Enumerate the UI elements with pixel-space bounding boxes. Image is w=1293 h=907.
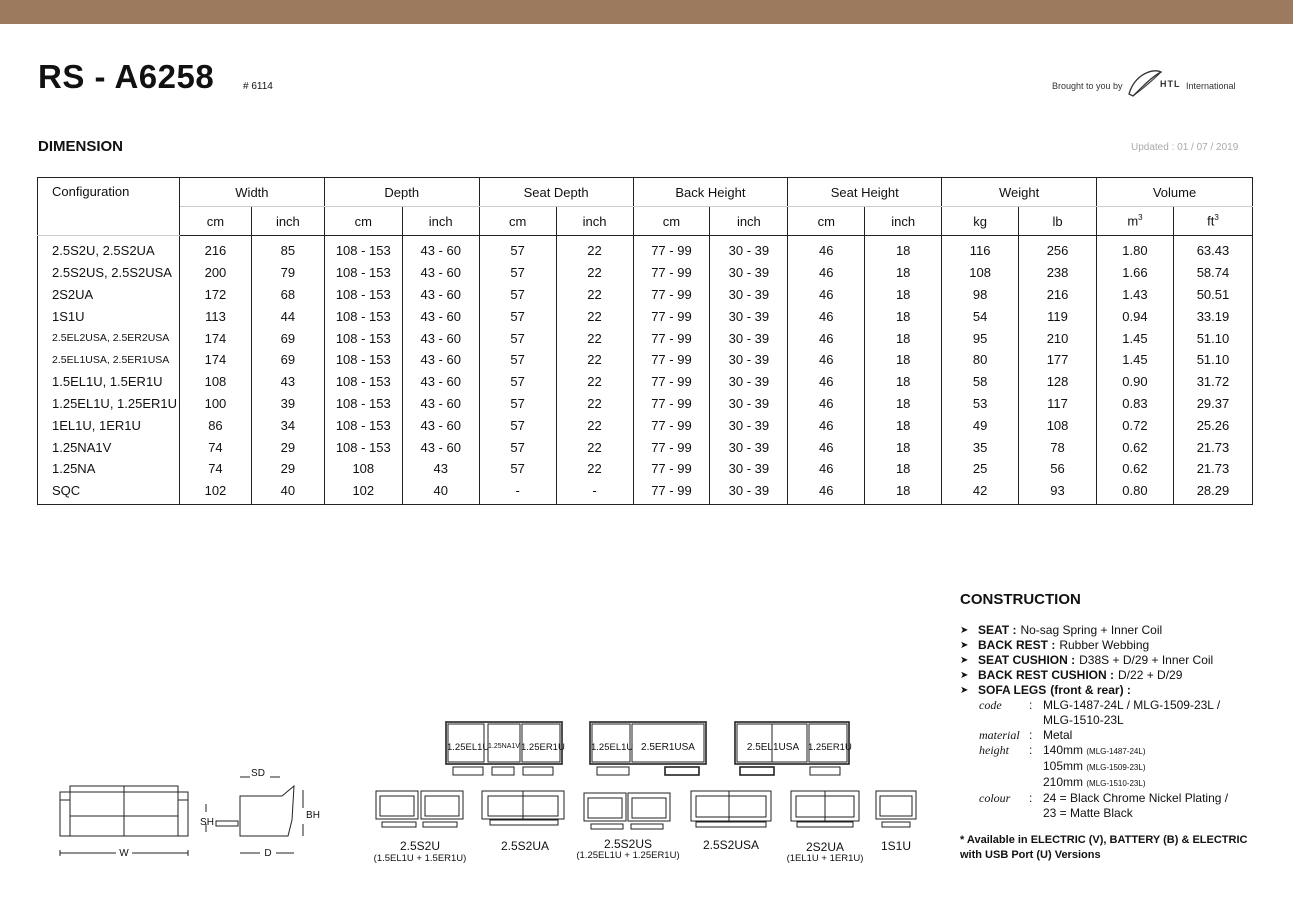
config-2-5s2us: [584, 793, 670, 829]
value-cell: 108 - 153: [324, 393, 402, 415]
availability-note: * Available in ELECTRIC (V), BATTERY (B) & ELECTRIC with USB Port (U) Versions: [960, 834, 1248, 861]
label-sh: SH: [200, 817, 214, 828]
value-cell: 57: [479, 262, 556, 284]
column-group-header: Seat Depth: [479, 178, 633, 207]
brand-name: HTL: [1160, 79, 1181, 89]
construction-list: [960, 623, 1213, 698]
value-cell: 0.72: [1097, 414, 1174, 436]
value-cell: 30 - 39: [710, 480, 788, 504]
value-cell: 210: [1019, 327, 1097, 349]
value-cell: 29: [251, 458, 324, 480]
value-cell: 51.10: [1173, 349, 1252, 371]
value-cell: 30 - 39: [710, 436, 788, 458]
arrow-bullet-icon: ➤: [960, 670, 969, 681]
value-cell: 18: [865, 327, 942, 349]
value-cell: 31.72: [1173, 371, 1252, 393]
value-cell: 43 - 60: [402, 349, 479, 371]
config-name: 1S1U: [880, 839, 912, 853]
table-row: [38, 436, 1253, 458]
value-cell: 43: [251, 371, 324, 393]
value-cell: 1.45: [1097, 349, 1174, 371]
config-sub: (1EL1U + 1ER1U): [786, 853, 864, 864]
value-cell: 22: [556, 349, 633, 371]
module-label: 1.25ER1U: [808, 742, 852, 753]
value-cell: 98: [942, 284, 1019, 306]
column-group-header: Seat Height: [788, 178, 942, 207]
value-cell: 108 - 153: [324, 371, 402, 393]
table-row: [38, 458, 1253, 480]
value-cell: 108 - 153: [324, 262, 402, 284]
value-cell: 43 - 60: [402, 436, 479, 458]
value-cell: 68: [251, 284, 324, 306]
value-cell: 18: [865, 436, 942, 458]
value-cell: 80: [942, 349, 1019, 371]
construction-item: ➤ SEAT CUSHION : D38S + D/29 + Inner Coil: [960, 653, 1214, 667]
value-cell: 21.73: [1173, 436, 1252, 458]
value-cell: 1.80: [1097, 236, 1174, 262]
unit-header: inch: [556, 207, 633, 236]
value-cell: 119: [1019, 305, 1097, 327]
table-row: [38, 349, 1253, 371]
value-cell: 18: [865, 284, 942, 306]
value-cell: 108 - 153: [324, 349, 402, 371]
value-cell: 43 - 60: [402, 284, 479, 306]
value-cell: 256: [1019, 236, 1097, 262]
unit-header: cm: [479, 207, 556, 236]
value-cell: 33.19: [1173, 305, 1252, 327]
label-sd: SD: [251, 768, 265, 779]
construction-title: CONSTRUCTION: [960, 591, 1081, 608]
table-row: [38, 236, 1253, 262]
value-cell: 29: [251, 436, 324, 458]
value-cell: 77 - 99: [633, 414, 710, 436]
arrow-bullet-icon: ➤: [960, 640, 969, 651]
value-cell: 43 - 60: [402, 393, 479, 415]
value-cell: 174: [179, 349, 251, 371]
value-cell: 108 - 153: [324, 436, 402, 458]
configuration-cell: 1.25EL1U, 1.25ER1U: [38, 393, 180, 415]
value-cell: 46: [788, 305, 865, 327]
value-cell: 43: [402, 458, 479, 480]
value-cell: 35: [942, 436, 1019, 458]
construction-item: ➤ SOFA LEGS (front & rear) :: [960, 683, 1131, 697]
value-cell: 43 - 60: [402, 327, 479, 349]
value-cell: 0.94: [1097, 305, 1174, 327]
construction-item: ➤ BACK REST CUSHION : D/22 + D/29: [960, 668, 1183, 682]
table-row: [38, 393, 1253, 415]
side-view-drawing: [206, 777, 303, 853]
model-code: # 6114: [243, 81, 273, 92]
config-sub: (1.25EL1U + 1.25ER1U): [576, 850, 680, 861]
value-cell: 46: [788, 371, 865, 393]
value-cell: 77 - 99: [633, 305, 710, 327]
value-cell: 216: [1019, 284, 1097, 306]
table-row: [38, 414, 1253, 436]
module-label: 2.5ER1USA: [641, 742, 695, 753]
page-title: RS - A6258: [38, 58, 215, 95]
value-cell: 30 - 39: [710, 458, 788, 480]
column-group-header: Volume: [1097, 178, 1253, 207]
value-cell: 77 - 99: [633, 284, 710, 306]
configuration-cell: 1.25NA1V: [38, 436, 180, 458]
updated-date: Updated : 01 / 07 / 2019: [1131, 142, 1239, 153]
value-cell: 18: [865, 236, 942, 262]
label-d: D: [264, 848, 272, 859]
value-cell: 0.80: [1097, 480, 1174, 504]
value-cell: 22: [556, 327, 633, 349]
value-cell: 46: [788, 327, 865, 349]
value-cell: 57: [479, 458, 556, 480]
unit-header: inch: [251, 207, 324, 236]
value-cell: 43 - 60: [402, 236, 479, 262]
table-row: [38, 305, 1253, 327]
arrow-bullet-icon: ➤: [960, 625, 969, 636]
value-cell: 46: [788, 480, 865, 504]
value-cell: 200: [179, 262, 251, 284]
config-name: 2S2UA: [805, 840, 845, 854]
value-cell: 30 - 39: [710, 236, 788, 262]
value-cell: 22: [556, 414, 633, 436]
value-cell: 34: [251, 414, 324, 436]
value-cell: 57: [479, 349, 556, 371]
config-2-5s2usa: [691, 791, 771, 827]
config-name: 2.5S2USA: [702, 838, 760, 852]
brand-sub: International: [1186, 81, 1236, 91]
value-cell: 40: [251, 480, 324, 504]
column-group-header: Width: [179, 178, 324, 207]
value-cell: 46: [788, 349, 865, 371]
configuration-cell: 2.5S2U, 2.5S2UA: [38, 236, 180, 262]
value-cell: 18: [865, 393, 942, 415]
table-row: [38, 480, 1253, 504]
value-cell: 22: [556, 436, 633, 458]
column-group-header: Depth: [324, 178, 479, 207]
value-cell: 77 - 99: [633, 349, 710, 371]
value-cell: 0.62: [1097, 458, 1174, 480]
module-label: 1.25ER1U: [521, 742, 565, 753]
value-cell: 46: [788, 393, 865, 415]
value-cell: 30 - 39: [710, 327, 788, 349]
configuration-cell: 2.5S2US, 2.5S2USA: [38, 262, 180, 284]
value-cell: 57: [479, 393, 556, 415]
value-cell: 30 - 39: [710, 284, 788, 306]
sofa-legs-spec: code : MLG-1487-24L / MLG-1509-23L / MLG-1510-23L material : Metal height : 140mm (MLG-1487-24L) 105mm (MLG-1509-23L) 210mm (MLG-1510-23L) colour : 24 = Black Chrome Nickel Plating / 23 = Matte Black: [979, 698, 1229, 820]
unit-header: $m^3$: [1097, 207, 1174, 236]
value-cell: 93: [1019, 480, 1097, 504]
configuration-cell: 1.25NA: [38, 458, 180, 480]
label-w: W: [119, 848, 129, 859]
value-cell: 108 - 153: [324, 327, 402, 349]
value-cell: 1.66: [1097, 262, 1174, 284]
value-cell: 216: [179, 236, 251, 262]
unit-header: lb: [1019, 207, 1097, 236]
table-header: [38, 178, 1253, 236]
value-cell: 30 - 39: [710, 371, 788, 393]
value-cell: 46: [788, 284, 865, 306]
value-cell: 18: [865, 458, 942, 480]
value-cell: 29.37: [1173, 393, 1252, 415]
value-cell: 108 - 153: [324, 414, 402, 436]
unit-header: cm: [179, 207, 251, 236]
value-cell: 30 - 39: [710, 349, 788, 371]
value-cell: 58.74: [1173, 262, 1252, 284]
value-cell: 174: [179, 327, 251, 349]
table-row: [38, 327, 1253, 349]
value-cell: 0.83: [1097, 393, 1174, 415]
section-title: DIMENSION: [38, 138, 124, 155]
value-cell: 18: [865, 262, 942, 284]
value-cell: 0.62: [1097, 436, 1174, 458]
value-cell: 43 - 60: [402, 414, 479, 436]
value-cell: 100: [179, 393, 251, 415]
value-cell: 30 - 39: [710, 262, 788, 284]
value-cell: 78: [1019, 436, 1097, 458]
value-cell: 46: [788, 414, 865, 436]
construction-item: ➤ BACK REST : Rubber Webbing: [960, 638, 1150, 652]
value-cell: 43 - 60: [402, 262, 479, 284]
value-cell: 85: [251, 236, 324, 262]
value-cell: 22: [556, 305, 633, 327]
configuration-cell: 1EL1U, 1ER1U: [38, 414, 180, 436]
unit-header: cm: [788, 207, 865, 236]
unit-header: cm: [324, 207, 402, 236]
value-cell: 22: [556, 393, 633, 415]
brought-by-text: Brought to you by: [1052, 81, 1123, 91]
htl-logo-icon: [1125, 66, 1165, 100]
value-cell: 46: [788, 236, 865, 262]
value-cell: 21.73: [1173, 458, 1252, 480]
config-name: 2.5S2U: [399, 839, 441, 853]
value-cell: 42: [942, 480, 1019, 504]
value-cell: 46: [788, 458, 865, 480]
module-label: 1.25EL1U: [591, 742, 634, 753]
value-cell: 86: [179, 414, 251, 436]
value-cell: 113: [179, 305, 251, 327]
arrow-bullet-icon: ➤: [960, 685, 969, 696]
config-2s2ua: [791, 791, 859, 827]
value-cell: 77 - 99: [633, 393, 710, 415]
value-cell: 1.43: [1097, 284, 1174, 306]
value-cell: 18: [865, 349, 942, 371]
value-cell: 25.26: [1173, 414, 1252, 436]
value-cell: 50.51: [1173, 284, 1252, 306]
configuration-cell: 1.5EL1U, 1.5ER1U: [38, 371, 180, 393]
module-label: 1.25NA1V: [488, 743, 520, 750]
value-cell: 77 - 99: [633, 262, 710, 284]
module-label: 2.5EL1USA: [746, 742, 800, 753]
value-cell: 30 - 39: [710, 393, 788, 415]
value-cell: 102: [179, 480, 251, 504]
value-cell: -: [556, 480, 633, 504]
value-cell: 128: [1019, 371, 1097, 393]
configuration-cell: SQC: [38, 480, 180, 504]
value-cell: 22: [556, 236, 633, 262]
value-cell: 77 - 99: [633, 458, 710, 480]
value-cell: 25: [942, 458, 1019, 480]
value-cell: 46: [788, 436, 865, 458]
table-body: [38, 236, 1253, 505]
unit-header: cm: [633, 207, 710, 236]
value-cell: 30 - 39: [710, 305, 788, 327]
value-cell: 18: [865, 305, 942, 327]
value-cell: 177: [1019, 349, 1097, 371]
value-cell: 95: [942, 327, 1019, 349]
value-cell: 116: [942, 236, 1019, 262]
value-cell: 102: [324, 480, 402, 504]
table-row: [38, 284, 1253, 306]
value-cell: 40: [402, 480, 479, 504]
unit-header: inch: [402, 207, 479, 236]
value-cell: -: [479, 480, 556, 504]
config-name: 2.5S2US: [603, 837, 653, 851]
configuration-cell: 2S2UA: [38, 284, 180, 306]
value-cell: 46: [788, 262, 865, 284]
value-cell: 43 - 60: [402, 305, 479, 327]
value-cell: 77 - 99: [633, 371, 710, 393]
value-cell: 22: [556, 262, 633, 284]
value-cell: 117: [1019, 393, 1097, 415]
value-cell: 57: [479, 305, 556, 327]
unit-header: kg: [942, 207, 1019, 236]
table-row: [38, 262, 1253, 284]
value-cell: 57: [479, 236, 556, 262]
table-row: [38, 371, 1253, 393]
value-cell: 18: [865, 414, 942, 436]
value-cell: 57: [479, 284, 556, 306]
value-cell: 0.90: [1097, 371, 1174, 393]
config-2-5s2u: [376, 791, 463, 827]
value-cell: 63.43: [1173, 236, 1252, 262]
unit-header: inch: [710, 207, 788, 236]
config-1s1u: [876, 791, 916, 827]
value-cell: 108 - 153: [324, 284, 402, 306]
value-cell: 69: [251, 349, 324, 371]
front-view-drawing: [60, 786, 188, 856]
arrow-bullet-icon: ➤: [960, 655, 969, 666]
value-cell: 28.29: [1173, 480, 1252, 504]
value-cell: 108: [1019, 414, 1097, 436]
value-cell: 77 - 99: [633, 480, 710, 504]
value-cell: 51.10: [1173, 327, 1252, 349]
configuration-cell: 2.5EL1USA, 2.5ER1USA: [38, 349, 180, 371]
value-cell: 69: [251, 327, 324, 349]
value-cell: 39: [251, 393, 324, 415]
value-cell: 56: [1019, 458, 1097, 480]
config-sub: (1.5EL1U + 1.5ER1U): [373, 853, 467, 864]
unit-header: $ft^3$: [1173, 207, 1252, 236]
value-cell: 79: [251, 262, 324, 284]
value-cell: 30 - 39: [710, 414, 788, 436]
module-label: 1.25EL1U: [447, 742, 490, 753]
value-cell: 43 - 60: [402, 371, 479, 393]
configuration-cell: 1S1U: [38, 305, 180, 327]
value-cell: 108 - 153: [324, 305, 402, 327]
value-cell: 108: [942, 262, 1019, 284]
column-group-header: Back Height: [633, 178, 788, 207]
value-cell: 238: [1019, 262, 1097, 284]
value-cell: 108 - 153: [324, 236, 402, 262]
label-bh: BH: [306, 810, 320, 821]
value-cell: 54: [942, 305, 1019, 327]
value-cell: 44: [251, 305, 324, 327]
value-cell: 77 - 99: [633, 436, 710, 458]
value-cell: 58: [942, 371, 1019, 393]
column-group-header: Weight: [942, 178, 1097, 207]
config-2-5s2ua: [482, 791, 564, 825]
value-cell: 22: [556, 458, 633, 480]
value-cell: 108: [324, 458, 402, 480]
value-cell: 77 - 99: [633, 327, 710, 349]
value-cell: 22: [556, 284, 633, 306]
value-cell: 57: [479, 436, 556, 458]
top-bar: [0, 0, 1293, 24]
value-cell: 74: [179, 436, 251, 458]
value-cell: 49: [942, 414, 1019, 436]
unit-header: inch: [865, 207, 942, 236]
value-cell: 57: [479, 414, 556, 436]
value-cell: 57: [479, 371, 556, 393]
config-name: 2.5S2UA: [500, 839, 550, 853]
value-cell: 1.45: [1097, 327, 1174, 349]
configuration-cell: 2.5EL2USA, 2.5ER2USA: [38, 327, 180, 349]
value-cell: 57: [479, 327, 556, 349]
value-cell: 108: [179, 371, 251, 393]
value-cell: 172: [179, 284, 251, 306]
column-header-configuration: Configuration: [38, 178, 180, 236]
value-cell: 77 - 99: [633, 236, 710, 262]
value-cell: 74: [179, 458, 251, 480]
value-cell: 53: [942, 393, 1019, 415]
construction-item: ➤ SEAT : No-sag Spring + Inner Coil: [960, 623, 1163, 637]
dimension-table: [37, 177, 1253, 505]
value-cell: 18: [865, 480, 942, 504]
value-cell: 18: [865, 371, 942, 393]
value-cell: 22: [556, 371, 633, 393]
